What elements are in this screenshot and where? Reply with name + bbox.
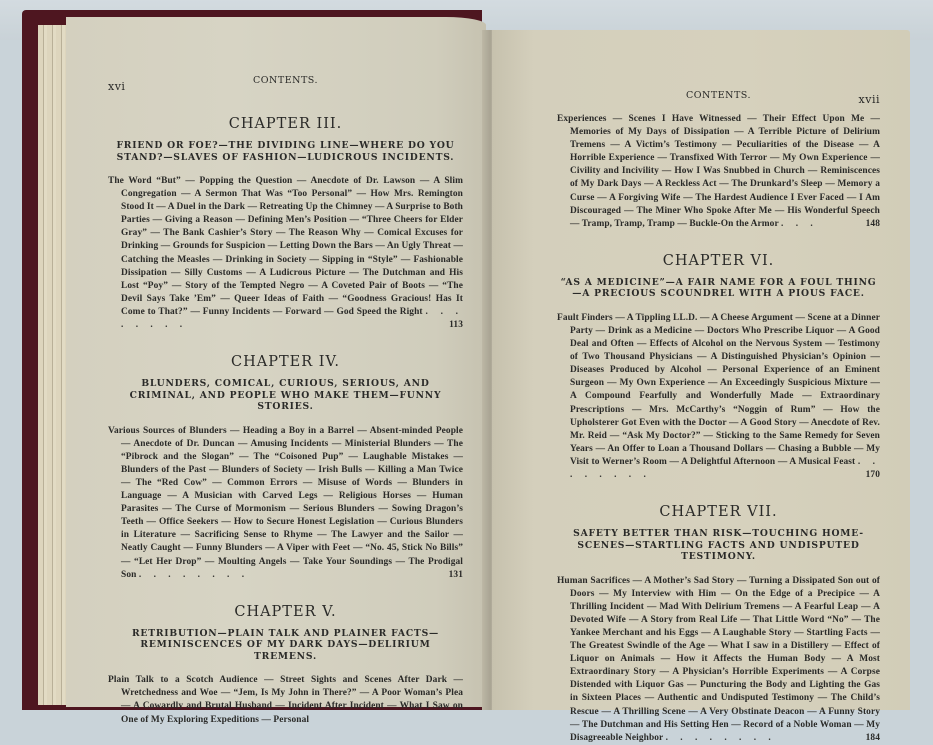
page-number: xvii xyxy=(858,93,880,106)
chapter-entry xyxy=(108,175,463,332)
dot-leader: . . . . . . . . xyxy=(138,569,250,580)
chapter-heading: CHAPTER VII. xyxy=(659,504,778,521)
dot-leader: . . . . . . . . xyxy=(570,456,880,480)
entry-text: The Word “But” — Popping the Question — Anecdote of Dr. Lawson — A Slim Congregation — A Sermon That Was “Too Personal” — How Mrs. Remington Stood It — A Duel in the Dark — Retreating Up the Chimney — A Surprise to Both Parties — Giving a Reason — Defining Men’s Position — “Three Cheers for Elder Gray” — The Bank Cashier’s Story — The Reason Why — Comical Excuses for Drinking — Grounds for Suspicion — Letting Down the Bars — An Ugly Threat — Catching the Measles — Drinking in Society — Sipping in “Style” — Fashionable Dissipation — Silly Customs — A Ludicrous Picture — The Dutchman and His Lost “Poy” — Story of the Tempted Negro — A Coveted Pair of Boots — “The Devil Says Take ’Em” — Queer Ideas of Faith — “Goodness Gracious! Has It Come to That?” — Funny Incidents — Forward — God Speed the Right xyxy=(108,176,463,317)
chapter-subtitle: FRIEND OR FOE?—THE DIVIDING LINE—WHERE DO YOU STAND?—SLAVES OF FASHION—LUDICROUS INCIDENTS. xyxy=(116,140,455,163)
left-page-text xyxy=(108,75,463,727)
continued-entry xyxy=(557,113,880,231)
page-edges xyxy=(38,25,68,705)
page-number: xvi xyxy=(108,80,126,93)
chapter-entry xyxy=(108,674,463,726)
entry-page-number: 131 xyxy=(448,569,463,580)
entry-page-number: 184 xyxy=(865,732,880,743)
entry-text: Human Sacrifices — A Mother’s Sad Story — Turning a Dissipated Son out of Doors — My Interview with Him — On the Edge of a Precipice — A Thrilling Incident — Mad With Delirium Tremens — A Fearful Leap — A Devoted Wife — A Story from Real Life — That Little Word “No” — The Yankee Merchant and his Eggs — A Laughable Story — Startling Facts — The Greatest Swindle of the Age — What I saw in a Distillery — Effect of Liquor on Animals — How it Affects the Human Body — A Most Extraordinary Story — A Physician’s Horrible Experiments — A Corpse Distended with Liquor Gas — Puncturing the Body and Lighting the Gas in Sixteen Places — Authentic and Undisputed Testimony — The Child’s Rescue — A Thrilling Scene — A Very Obstinate Deacon — A Funny Story — The Dutchman and His Setting Hen — Record of a Noble Woman — My Disagreeable Neighbor xyxy=(557,575,880,743)
running-head xyxy=(557,90,880,109)
chapter-heading: CHAPTER IV. xyxy=(230,354,341,371)
chapter-heading: CHAPTER III. xyxy=(228,116,343,132)
chapter-subtitle: SAFETY BETTER THAN RISK—TOUCHING HOME-SCENES—STARTLING FACTS AND UNDISPUTED TESTIMONY. xyxy=(573,528,864,563)
chapter-heading: CHAPTER VI. xyxy=(662,252,775,269)
entry-page-number: 170 xyxy=(865,469,880,480)
right-page-text xyxy=(557,90,880,745)
chapter-heading: CHAPTER V. xyxy=(234,603,337,620)
running-head-title: CONTENTS. xyxy=(253,75,318,86)
chapter-subtitle: “AS A MEDICINE”—A FAIR NAME FOR A FOUL THING—A PRECIOUS SCOUNDREL WITH A PIOUS FACE. xyxy=(560,276,877,300)
chapter-subtitle: BLUNDERS, COMICAL, CURIOUS, SERIOUS, AND CRIMINAL, AND PEOPLE WHO MAKE THEM—FUNNY STORIES. xyxy=(129,378,442,413)
dot-leader: . . . xyxy=(781,218,818,229)
chapter-entry xyxy=(557,575,880,745)
chapter-subtitle: RETRIBUTION—PLAIN TALK AND PLAINER FACTS—REMINISCENCES OF MY DARK DAYS—DELIRIUM TREMENS. xyxy=(131,627,439,662)
chapter-entry xyxy=(557,312,880,482)
entry-page-number: 148 xyxy=(865,218,880,229)
dot-leader: . . . . . . . . xyxy=(665,732,776,743)
running-head-title: CONTENTS. xyxy=(686,90,751,101)
running-head xyxy=(108,75,463,94)
entry-text: Plain Talk to a Scotch Audience — Street Sights and Scenes After Dark — Wretchedness and Woe — “Jem, Is My John in There?” — A Poor Woman’s Plea — A Cowardly and Brutal Husband — Incident After Incident — What I Saw on One of My Exploring Expeditions — Personal xyxy=(108,675,463,725)
entry-page-number: 113 xyxy=(449,320,463,331)
entry-text: Various Sources of Blunders — Heading a Boy in a Barrel — Absent-minded People — Anecdote of Dr. Duncan — Amusing Incidents — Ministerial Blunders — The “Pibrock and the Slogan” — The “Coisoned Pup” — Laughable Mistakes — Blunders of the Past — Blunders of Society — Irish Bulls — Killing a Man Twice — The “Red Cow” — Common Errors — Misuse of Words — Blunders in Language — A Musician with Carved Legs — Religious Horses — Human Parasites — The Curse of Mormonism — Serious Blunders — Sowing Dragon’s Teeth — Office Seekers — How to Secure Honest Legislation — Curious Blunders in Literature — Sacrificing Sense to Rhyme — The Lawyer and the Sailor — Neatly Caught — Funny Blunders — A Viper with Feet — “No. 45, Stick No Bills” — “Let Her Drop” — Moulting Angels — Take Your Soundings — The Prodigal Son xyxy=(108,425,463,580)
chapter-entry xyxy=(108,425,463,582)
entry-text: Fault Finders — A Tippling LL.D. — A Cheese Argument — Scene at a Dinner Party — Drink as a Medicine — Doctors Who Prescribe Liquor — A Good Deal and Often — Effects of Alcohol on the Nervous System — Testimony of Two Thousand Physicians — A Distinguished Physician’s Opinion — Diseases Produced by Alcohol — Personal Experience of an Eminent Surgeon — My Own Experience — An Exceedingly Suspicious Mixture — A Compound Fearfully and Wonderfully Made — Extraordinary Prescriptions — Mrs. McCarthy’s “Noggin of Rum” — How the Upholsterer Got Even with the Doctor — A Good Story — Anecdote of Rev. Mr. Reid — “Ask My Doctor?” — Sticking to the Same Remedy for Seven Years — An Offer to Loan a Thousand Dollars — Chasing a Bubble — My Visit to Werner’s Room — A Delightful Afternoon — A Musical Feast xyxy=(557,312,880,467)
entry-text: Experiences — Scenes I Have Witnessed — Their Effect Upon Me — Memories of My Days of Dissipation — A Terrible Picture of Delirium Tremens — A Victim’s Testimony — Peculiarities of the Disease — A Horrible Experience — Transfixed With Terror — My Own Experience — Civility and Incivility — How I Was Snubbed in Church — Reminiscences of My Dark Days — A Reckless Act — The Drunkard’s Sleep — Memory a Curse — A Forgiving Wife — The Hardest Audience I Ever Faced — I Am Discouraged — The Miner Who Spoke After Me — His Wonderful Speech — Tramp, Tramp, Tramp — Buckle-On the Armor xyxy=(557,114,880,229)
dot-leader: . . . . . . . . xyxy=(121,306,463,331)
